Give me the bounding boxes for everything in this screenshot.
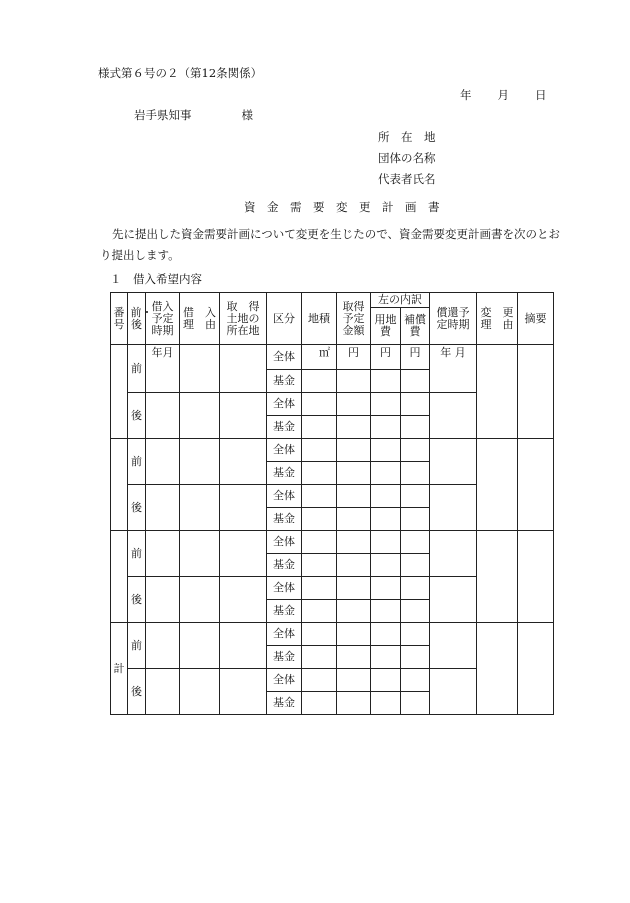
cell-category-fund: 基金 [267, 692, 302, 715]
cell-category-total: 全体 [267, 393, 302, 416]
header-category: 区分 [267, 293, 302, 345]
cell-category-total: 全体 [267, 345, 302, 370]
applicant-location: 所 在 地 [378, 130, 436, 144]
date-year: 年 [460, 88, 472, 102]
cell-total-label: 計 [111, 623, 128, 715]
cell-after: 後 [128, 669, 146, 715]
cell-category-total: 全体 [267, 669, 302, 692]
applicant-representative: 代表者氏名 [378, 172, 436, 186]
form-number: 様式第６号の２（第12条関係） [98, 66, 263, 80]
header-compensation-cost: 補償 費 [401, 308, 430, 345]
cell-before: 前 [128, 345, 146, 393]
cell-summary [518, 345, 554, 439]
borrowing-table [110, 292, 554, 715]
date-day: 日 [535, 88, 547, 102]
addressee-name: 岩手県知事 [134, 108, 192, 122]
cell-category-total: 全体 [267, 439, 302, 462]
header-breakdown: 左の内訳 [371, 293, 430, 308]
cell-repayment: 年 月 [430, 345, 477, 393]
cell-area-unit: ㎡ [302, 345, 337, 370]
cell-category-fund: 基金 [267, 508, 302, 531]
header-number: 番号 [111, 293, 128, 345]
addressee [134, 108, 253, 122]
header-land-cost: 用地 費 [371, 308, 401, 345]
cell-category-total: 全体 [267, 623, 302, 646]
cell-period: 年月 [146, 345, 180, 393]
header-change-reason: 変 更 理 由 [477, 293, 518, 345]
header-acquisition-amount: 取得 予定 金額 [337, 293, 371, 345]
applicant-org-name: 団体の名称 [378, 151, 436, 165]
cell-category-fund: 基金 [267, 554, 302, 577]
cell-change-reason [477, 345, 518, 439]
cell-category-total: 全体 [267, 577, 302, 600]
cell-location [220, 345, 267, 393]
document-title: 資 金 需 要 変 更 計 画 書 [244, 200, 440, 214]
table-row [111, 531, 554, 554]
header-borrow-plan-period: 借入 予定 時期 [146, 293, 180, 345]
section1-heading: １ 借入希望内容 [110, 272, 202, 286]
cell-category-fund: 基金 [267, 600, 302, 623]
cell-number [111, 345, 128, 439]
cell-after: 後 [128, 577, 146, 623]
cell-category-fund: 基金 [267, 370, 302, 393]
cell-yen-land: 円 [371, 345, 401, 370]
table-row [111, 439, 554, 462]
date-month: 月 [497, 88, 509, 102]
addressee-honorific: 様 [241, 108, 253, 122]
cell-before: 前 [128, 623, 146, 669]
cell-number [111, 531, 128, 623]
table-row [111, 345, 554, 370]
cell-before: 前 [128, 531, 146, 577]
cell-number [111, 439, 128, 531]
table-row [111, 623, 554, 646]
cell-before: 前 [128, 439, 146, 485]
cell-category-total: 全体 [267, 531, 302, 554]
cell-after: 後 [128, 393, 146, 439]
header-before-after: 前・後 [128, 293, 146, 345]
cell-category-fund: 基金 [267, 462, 302, 485]
header-area: 地積 [302, 293, 337, 345]
header-summary: 摘要 [518, 293, 554, 345]
cell-yen-amount: 円 [337, 345, 371, 370]
header-borrow-reason: 借 入 理 由 [180, 293, 220, 345]
cell-category-fund: 基金 [267, 416, 302, 439]
date-line [460, 88, 547, 102]
cell-category-fund: 基金 [267, 646, 302, 669]
cell-after: 後 [128, 485, 146, 531]
header-acquired-land-location: 取 得 土地の 所在地 [220, 293, 267, 345]
header-repayment-period: 償還予 定時期 [430, 293, 477, 345]
cell-reason [180, 345, 220, 393]
cell-yen-compensation: 円 [401, 345, 430, 370]
cell-category-total: 全体 [267, 485, 302, 508]
body-text: 先に提出した資金需要計画について変更を生じたので、資金需要変更計画書を次のとおり提出します。 [100, 227, 561, 262]
